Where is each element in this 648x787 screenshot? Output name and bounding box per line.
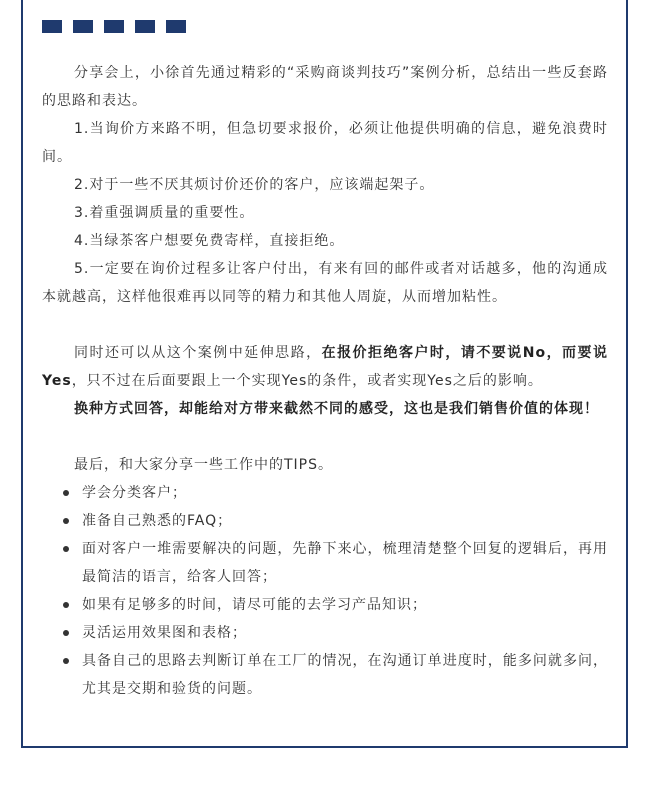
list-item — [42, 647, 608, 703]
spacer — [42, 311, 608, 339]
point-3: 3.着重强调质量的重要性。 — [74, 205, 255, 221]
bullet-icon — [63, 518, 69, 524]
bullet-icon — [63, 658, 69, 664]
header-decoration — [42, 20, 186, 33]
list-item — [42, 619, 608, 647]
point-5: 5.一定要在询价过程多让客户付出，有来有回的邮件或者对话越多，他的沟通成本就越高，这样他很难再以同等的精力和其他人周旋，从而增加粘性。 — [42, 261, 608, 305]
point-1: 1.当询价方来路不明，但急切要求报价，必须让他提供明确的信息，避免浪费时间。 — [42, 121, 608, 165]
tips-list — [42, 479, 608, 703]
decor-block — [104, 20, 124, 33]
point-2: 2.对于一些不厌其烦讨价还价的客户，应该端起架子。 — [74, 177, 435, 193]
list-item — [42, 535, 608, 591]
tip-text: 具备自己的思路去判断订单在工厂的情况，在沟通订单进度时，能多问就多问，尤其是交期和验货的问题。 — [82, 653, 608, 697]
intro-paragraph: 分享会上，小徐首先通过精彩的“采购商谈判技巧”案例分析，总结出一些反套路的思路和表达。 — [42, 65, 608, 109]
tips-intro: 最后，和大家分享一些工作中的TIPS。 — [74, 457, 334, 473]
extension-rest: ，只不过在后面要跟上一个实现Yes的条件，或者实现Yes之后的影响。 — [71, 373, 543, 389]
extension-conclusion: 换种方式回答，却能给对方带来截然不同的感受，这也是我们销售价值的体现！ — [74, 401, 599, 417]
list-item — [42, 479, 608, 507]
tip-text: 灵活运用效果图和表格； — [82, 625, 247, 641]
bullet-icon — [63, 630, 69, 636]
extension-lead: 同时还可以从这个案例中延伸思路， — [74, 345, 322, 361]
tip-text: 准备自己熟悉的FAQ； — [82, 513, 233, 529]
bullet-icon — [63, 546, 69, 552]
bullet-icon — [63, 602, 69, 608]
decor-block — [42, 20, 62, 33]
spacer — [42, 423, 608, 451]
tip-text: 学会分类客户； — [82, 485, 187, 501]
article-body — [42, 59, 608, 703]
decor-block — [166, 20, 186, 33]
list-item — [42, 507, 608, 535]
decor-block — [135, 20, 155, 33]
decor-block — [73, 20, 93, 33]
point-4: 4.当绿茶客户想要免费寄样，直接拒绝。 — [74, 233, 345, 249]
tip-text: 面对客户一堆需要解决的问题，先静下来心，梳理清楚整个回复的逻辑后，再用最简洁的语言，给客人回答； — [82, 541, 608, 585]
list-item — [42, 591, 608, 619]
extension-paragraph — [42, 339, 608, 395]
extension-bold: 在报价拒绝客户时，请不要说No，而要说Yes — [42, 345, 608, 389]
bullet-icon — [63, 490, 69, 496]
tip-text: 如果有足够多的时间，请尽可能的去学习产品知识； — [82, 597, 427, 613]
